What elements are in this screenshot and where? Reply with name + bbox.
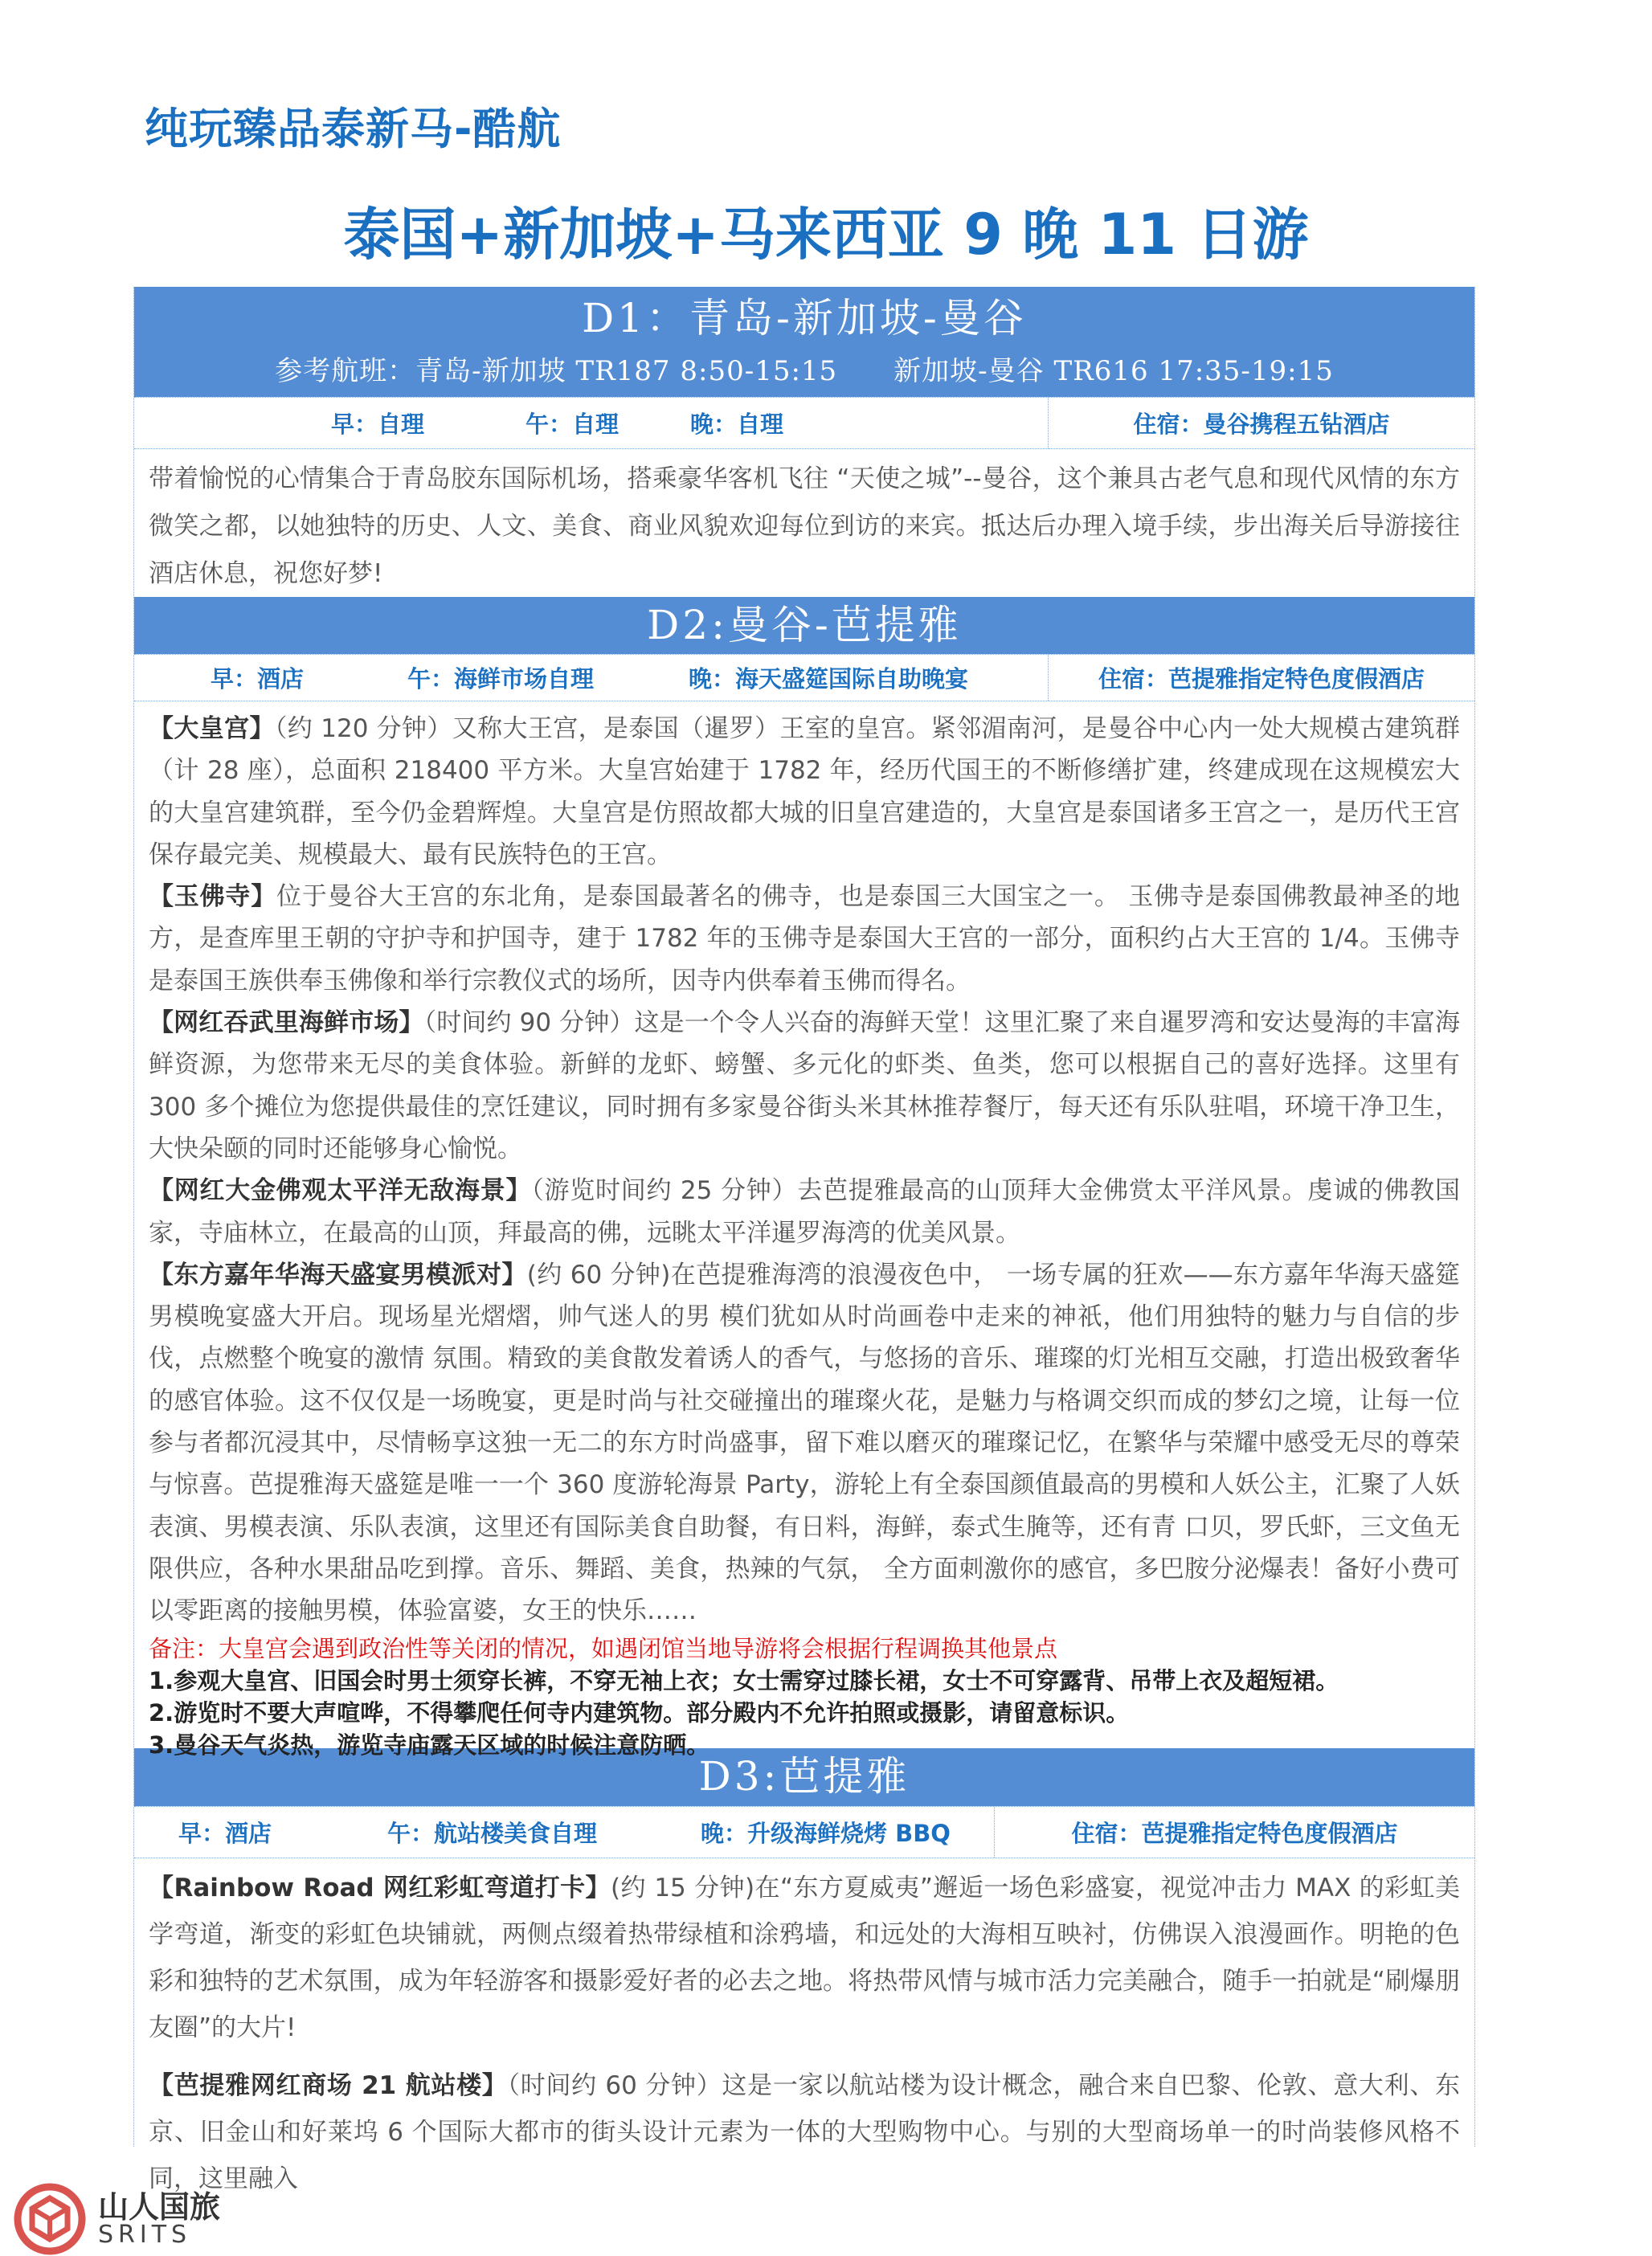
note: 2.游览时不要大声喧哗，不得攀爬任何寺内建筑物。部分殿内不允许拍照或摄影，请留意标识。 [149, 1698, 1130, 1727]
paragraph: 【Rainbow Road 网红彩虹弯道打卡】(约 15 分钟)在“东方夏威夷”邂逅一场色彩盛宴，视觉冲击力 MAX 的彩虹美学弯道，渐变的彩虹色块铺就，两侧点缀着热带绿植和涂鸦墙，和远处的大海相互映衬，仿佛误入浪漫画作。明艳的色彩和独特的艺术氛围，成为年轻游客和摄影爱好者的必去之地。将热带风情与城市活力完美融合，随手一拍就是“刷爆朋友圈”的大片! [149, 1874, 1460, 2042]
day-title: D3:芭提雅 [698, 1753, 910, 1800]
logo-name-en: SRITS [98, 2221, 192, 2249]
paragraph: 【大皇宫】（约 120 分钟）又称大王宫，是泰国（暹罗）王室的皇宫。紧邻湄南河，是曼谷中心内一处大规模古建筑群（计 28 座），总面积 218400 平方米。大皇宫始建于 1782 年，经历代国王的不断修缮扩建，终建成现在这规模宏大的大皇宫建筑群，至今仍金碧辉煌。大皇宫是仿照故都大城的旧皇宫建造的，大皇宫是泰国诸多王宫之一，是历代王宫保存最完美、规模最大、最有民族特色的王宫。 [149, 714, 1460, 869]
breakfast: 早：自理 [331, 411, 425, 438]
paragraph: 【东方嘉年华海天盛宴男模派对】(约 60 分钟)在芭提雅海湾的浪漫夜色中， 一场专属的狂欢——东方嘉年华海天盛筵男模晚宴盛大开启。现场星光熠熠，帅气迷人的男 模们犹如从时尚画卷中走来的神祇，他们用独特的魅力与自信的步伐，点燃整个晚宴的激情 氛围。精致的美食散发着诱人的香气，与悠扬的音乐、璀璨的灯光相互交融，打造出极致奢华的感官体验。这不仅仅是一场晚宴，更是时尚与社交碰撞出的璀璨火花，是魅力与格调交织而成的梦幻之境，让每一位参与者都沉浸其中，尽情畅享这独一无二的东方时尚盛事，留下难以磨灭的璀璨记忆，在繁华与荣耀中感受无尽的尊荣与惊喜。芭提雅海天盛筵是唯一一个 360 度游轮海景 Party，游轮上有全泰国颜值最高的男模和人妖公主，汇聚了人妖表演、男模表演、乐队表演，这里还有国际美食自助餐，有日料，海鲜，泰式生腌等，还有青 口贝，罗氏虾，三文鱼无限供应，各种水果甜品吃到撑。音乐、舞蹈、美食，热辣的气氛， 全方面刺激你的感官，多巴胺分泌爆表！备好小费可以零距离的接触男模，体验富婆，女王的快乐…… [149, 1260, 1460, 1626]
day-body [134, 449, 1474, 597]
remark: 备注：大皇宫会遇到政治性等关闭的情况，如遇闭馆当地导游将会根据行程调换其他景点 [149, 1634, 1058, 1662]
logo-name-cn: 山人国旅 [98, 2189, 221, 2225]
note: 1.参观大皇宫、旧国会时男士须穿长裤，不穿无袖上衣；女士需穿过膝长裙，女士不可穿露背、吊带上衣及超短裙。 [149, 1666, 1339, 1694]
paragraph: 带着愉悦的心情集合于青岛胶东国际机场，搭乘豪华客机飞往 “天使之城”--曼谷，这个兼具古老气息和现代风情的东方微笑之都，以她独特的历史、人文、美食、商业风貌欢迎每位到访的来宾。抵达后办理入境手续，步出海关后导游接往酒店休息，祝您好梦! [149, 464, 1460, 588]
lunch: 午：自理 [525, 411, 620, 438]
paragraph: 【芭提雅网红商场 21 航站楼】（时间约 60 分钟）这是一家以航站楼为设计概念，融合来自巴黎、伦敦、意大利、东京、旧金山和好莱坞 6 个国际大都市的街头设计元素为一体的大型购物中心。与别的大型商场单一的时尚装修风格不同，这里融入 [149, 2071, 1460, 2193]
brand-line: 纯玩臻品泰新马-酷航 [145, 104, 562, 154]
hotel: 住宿：芭提雅指定特色度假酒店 [1098, 665, 1425, 693]
company-logo [13, 2182, 220, 2256]
day-body [134, 701, 1474, 1759]
logo-emblem-icon [13, 2182, 87, 2256]
meals-row [134, 397, 1474, 449]
page-title: 泰国+新加坡+马来西亚 9 晚 11 日游 [343, 202, 1309, 268]
dinner: 晚：海天盛筵国际自助晚宴 [689, 665, 969, 693]
day-title: D2:曼谷-芭提雅 [647, 602, 962, 648]
breakfast: 早：酒店 [211, 665, 305, 693]
paragraph: 【玉佛寺】位于曼谷大王宫的东北角，是泰国最著名的佛寺，也是泰国三大国宝之一。 玉佛寺是泰国佛教最神圣的地方，是查库里王朝的守护寺和护国寺，建于 1782 年的玉佛寺是泰国大王宫的一部分，面积约占大王宫的 1/4。玉佛寺是泰国王族供奉玉佛像和举行宗教仪式的场所，因寺内供奉着玉佛而得名。 [149, 882, 1461, 995]
itinerary-table [133, 287, 1475, 2193]
meals-row [134, 654, 1474, 701]
day-header-d2 [134, 597, 1474, 654]
paragraph: 【网红吞武里海鲜市场】（时间约 90 分钟）这是一个令人兴奋的海鲜天堂！这里汇聚了来自暹罗湾和安达曼海的丰富海鲜资源，为您带来无尽的美食体验。新鲜的龙虾、螃蟹、多元化的虾类、鱼类，您可以根据自己的喜好选择。这里有 300 多个摊位为您提供最佳的烹饪建议，同时拥有多家曼谷街头米其林推荐餐厅，每天还有乐队驻唱，环境干净卫生，大快朵颐的同时还能够身心愉悦。 [149, 1008, 1461, 1163]
day-body [134, 1858, 1474, 2193]
flight-info: 参考航班：青岛-新加坡 TR187 8:50-15:15 新加坡-曼谷 TR616 17:35-19:15 [275, 355, 1334, 387]
dinner: 晚：升级海鲜烧烤 BBQ [701, 1820, 951, 1847]
breakfast: 早：酒店 [178, 1820, 272, 1847]
meals-row [134, 1806, 1474, 1858]
lunch: 午：海鲜市场自理 [407, 665, 595, 693]
lunch: 午：航站楼美食自理 [387, 1820, 598, 1847]
note: 3.曼谷天气炎热，游览寺庙露天区域的时候注意防晒。 [149, 1731, 710, 1759]
paragraph: 【网红大金佛观太平洋无敌海景】（游览时间约 25 分钟）去芭提雅最高的山顶拜大金佛赏太平洋风景。虔诚的佛教国家，寺庙林立，在最高的山顶，拜最高的佛，远眺太平洋暹罗海湾的优美风景。 [149, 1176, 1460, 1248]
day-header-d1 [134, 287, 1474, 397]
hotel: 住宿：芭提雅指定特色度假酒店 [1071, 1820, 1398, 1847]
hotel: 住宿：曼谷携程五钻酒店 [1133, 411, 1390, 438]
day-title: D1：青岛-新加坡-曼谷 [582, 295, 1027, 341]
dinner: 晚：自理 [690, 411, 784, 438]
